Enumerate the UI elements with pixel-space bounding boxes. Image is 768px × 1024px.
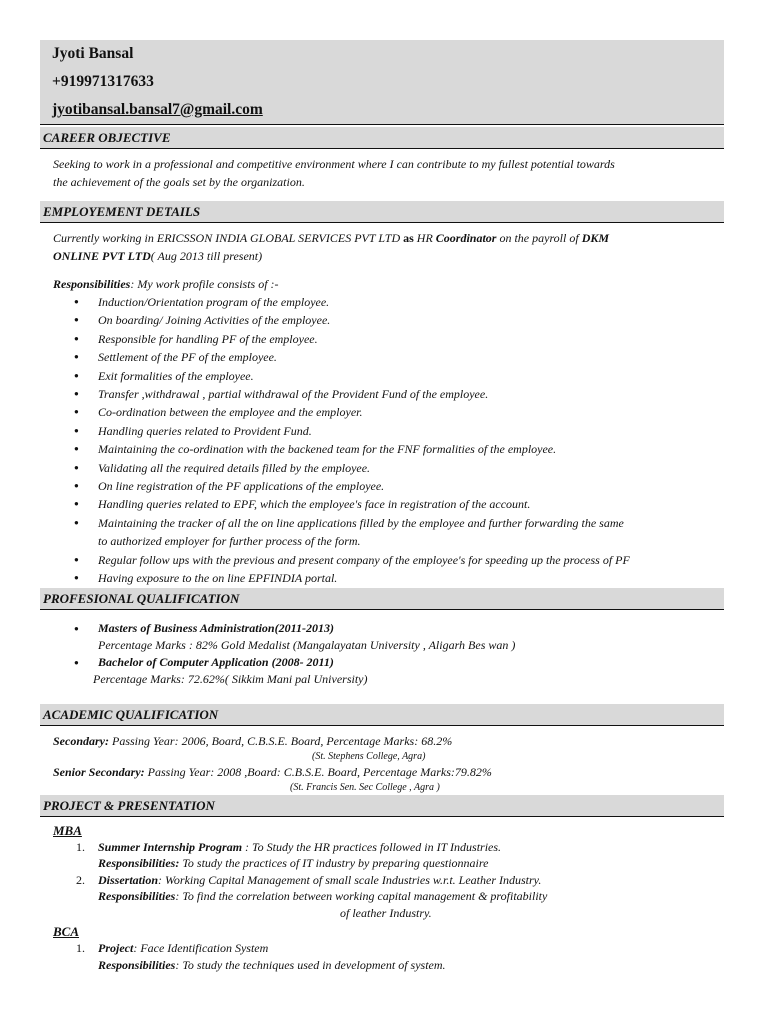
list-item: ● Validating all the required details filled by the employee. (40, 459, 724, 477)
mba-projects (40, 839, 724, 922)
project-title: Project (98, 941, 134, 955)
header-divider (40, 124, 724, 125)
phone-number: +919971317633 (52, 73, 154, 90)
list-item: ● Maintaining the co-ordination with the backened team for the FNF formalities of the employee. (40, 440, 724, 458)
section-employment: EMPLOYEMENT DETAILS (40, 201, 724, 223)
mba-label: MBA (53, 822, 82, 838)
list-item (40, 940, 724, 973)
list-item: ● Handling queries related to EPF, which the employee's face in registration of the account. (40, 495, 724, 513)
list-item: ● On boarding/ Joining Activities of the employee. (40, 311, 724, 329)
list-item: ● Transfer ,withdrawal , partial withdrawal of the Provident Fund of the employee. (40, 385, 724, 403)
section-projects: PROJECT & PRESENTATION (40, 795, 724, 817)
responsibilities-label: Responsibilities (53, 277, 131, 291)
project-title: Dissertation (98, 872, 159, 887)
responsibilities-text: : To study the techniques used in development of system. (175, 957, 446, 972)
list-item (40, 514, 724, 551)
employment-as: as (403, 231, 414, 245)
list-item: ● Responsible for handling PF of the employee. (40, 330, 724, 348)
list-item-line: Maintaining the tracker of all the on line applications filled by the employee and further forwarding the same (98, 515, 624, 530)
responsibilities-intro (40, 275, 724, 293)
employment-company: Currently working in ERICSSON INDIA GLOBAL SERVICES PVT LTD (53, 231, 404, 245)
list-item: ● Induction/Orientation program of the employee. (40, 293, 724, 311)
employment-payroll-company: DKM (581, 231, 610, 245)
career-objective-text (40, 155, 724, 191)
qualification-title: Bachelor of Computer Application (2008- 2011) (98, 654, 334, 669)
employment-role: Coordinator (435, 231, 497, 245)
qualification-title: Masters of Business Administration(2011-2013) (98, 620, 334, 635)
list-item (40, 839, 724, 872)
academic-school: (St. Francis Sen. Sec College , Agra ) (290, 781, 440, 793)
list-item (40, 620, 724, 654)
professional-list (40, 620, 724, 671)
responsibilities-label: Responsibilities: (98, 856, 180, 870)
mba-heading (40, 822, 724, 839)
item-number: 1. (76, 941, 85, 955)
list-item: ● Co-ordination between the employee and the employer. (40, 403, 724, 421)
list-item: ● Regular follow ups with the previous and present company of the employee's for speeding up the process of PF (40, 551, 724, 569)
list-item: ● Settlement of the PF of the employee. (40, 348, 724, 366)
responsibilities-label: Responsibilities (98, 957, 176, 972)
project-title: Summer Internship Program (98, 839, 243, 854)
employment-hr: HR (413, 231, 436, 245)
project-text: : Face Identification System (133, 941, 269, 955)
candidate-name: Jyoti Bansal (52, 45, 134, 62)
employment-payroll: on the payroll of (496, 231, 582, 245)
list-item: ● Handling queries related to Provident Fund. (40, 422, 724, 440)
list-item: ● Having exposure to the on line EPFINDIA portal. (40, 569, 724, 587)
career-objective-line: the achievement of the goals set by the organization. (53, 175, 305, 189)
bca-label: BCA (53, 924, 80, 939)
academic-secondary (40, 733, 724, 750)
bca-projects (40, 940, 724, 973)
section-professional-qualification: PROFESIONAL QUALIFICATION (40, 588, 724, 610)
email-address[interactable]: jyotibansal.bansal7@gmail.com (52, 101, 263, 118)
bca-heading (40, 923, 724, 940)
academic-label: Senior Secondary: (53, 764, 145, 779)
item-number: 1. (76, 839, 85, 854)
project-text: : To Study the HR practices followed in IT Industries. (242, 839, 502, 854)
employment-period: ( Aug 2013 till present) (150, 249, 263, 263)
list-item (40, 872, 724, 922)
qualification-detail: Percentage Marks: 72.62%( Sikkim Mani pal University) (93, 671, 368, 686)
project-text: : Working Capital Management of small scale Industries w.r.t. Leather Industry. (158, 872, 542, 887)
list-item: ● Exit formalities of the employee. (40, 367, 724, 385)
item-number: 2. (76, 872, 85, 887)
responsibilities-list (40, 293, 724, 588)
responsibilities-text: : To find the correlation between working capital management & profitability (175, 889, 548, 903)
academic-senior-secondary (40, 764, 724, 781)
academic-text: Passing Year: 2008 ,Board: C.B.S.E. Board, Percentage Marks:79.82% (144, 764, 492, 779)
academic-text: Passing Year: 2006, Board, C.B.S.E. Board, Percentage Marks: 68.2% (109, 733, 453, 748)
list-item (40, 654, 724, 671)
employment-summary (40, 229, 724, 265)
section-academic-qualification: ACADEMIC QUALIFICATION (40, 704, 724, 726)
employment-payroll-company-2: ONLINE PVT LTD (53, 249, 151, 263)
responsibilities-text: of leather Industry. (340, 905, 432, 920)
list-item-line: to authorized employer for further process of the form. (98, 534, 361, 549)
academic-school: (St. Stephens College, Agra) (312, 750, 426, 762)
qualification-detail: Percentage Marks : 82% Gold Medalist (Mangalayatan University , Aligarh Bes wan ) (98, 637, 516, 652)
section-career-objective: CAREER OBJECTIVE (40, 127, 724, 149)
responsibilities-label: Responsibilities (98, 889, 176, 903)
academic-label: Secondary: (53, 733, 109, 748)
responsibilities-text: : My work profile consists of :- (130, 277, 279, 291)
resume-page (40, 40, 724, 973)
career-objective-line: Seeking to work in a professional and competitive environment where I can contribute to my fullest potential towards (53, 157, 615, 171)
responsibilities-text: To study the practices of IT industry by preparing questionnaire (179, 856, 489, 870)
contact-header (40, 40, 724, 124)
list-item: ● On line registration of the PF applications of the employee. (40, 477, 724, 495)
